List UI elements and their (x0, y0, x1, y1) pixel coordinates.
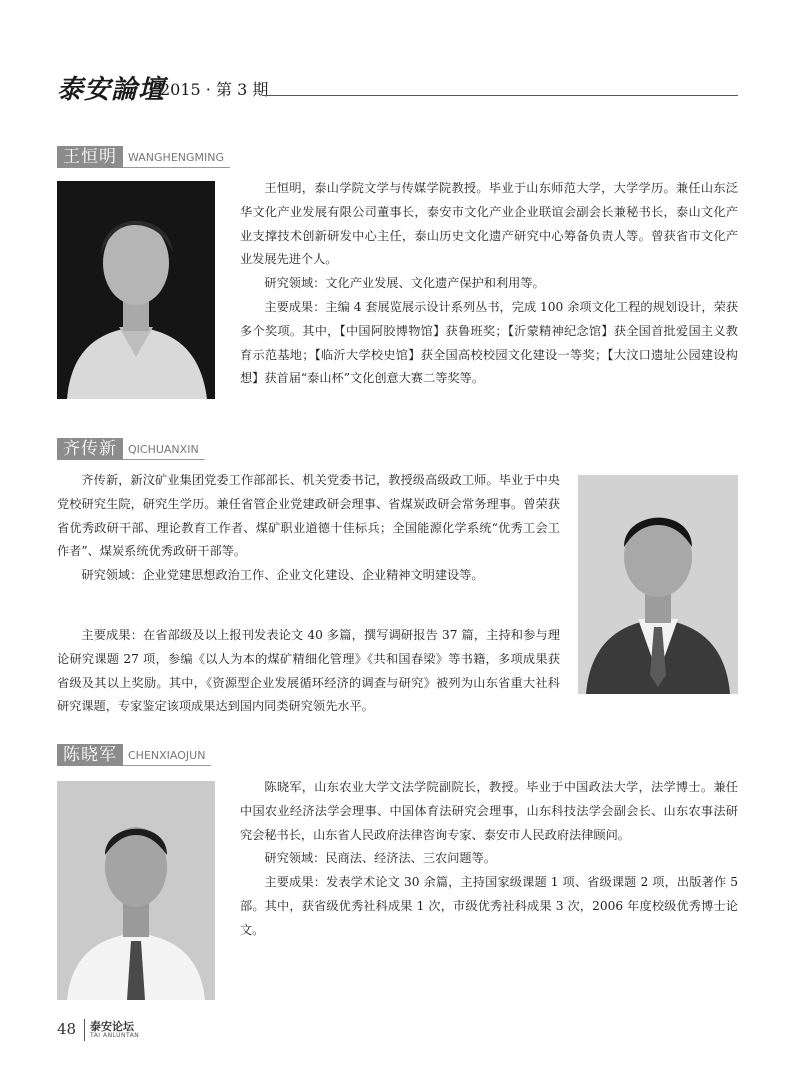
profile-bio-wang (240, 177, 738, 391)
footer-magazine-pinyin: TAI ANLUNTAN (90, 1032, 140, 1039)
footer-magazine-name: 泰安论坛 (90, 1020, 134, 1033)
magazine-title: 泰安論壇 (57, 75, 166, 105)
issue-label: 2015 · 第 3 期 (160, 80, 269, 99)
main-achievements: 主要成果：主编 4 套展览展示设计系列丛书，完成 100 余项文化工程的规划设计，荣获多个奖项。其中，【中国阿胶博物馆】获鲁班奖；【沂蒙精神纪念馆】获全国首批爱国主义教育示范基地；【临沂大学校史馆】获全国高校校园文化建设一等奖；【大汶口遗址公园建设构想】获首届“泰山杯”文化创意大赛二等奖等。 (240, 299, 738, 386)
profile-name: 齐传新 (57, 438, 123, 460)
profile-name: 陈晓军 (57, 744, 123, 766)
profile-achievements-qi (57, 624, 738, 719)
profile-bio-qi (57, 469, 560, 588)
profile-bio-chen (240, 776, 738, 943)
header-rule (262, 95, 738, 96)
portrait-photo-wang (57, 181, 215, 399)
research-field: 研究领域：民商法、经济法、三农问题等。 (264, 851, 496, 866)
page-number: 48 (57, 1020, 77, 1038)
bio-paragraph: 齐传新，新汶矿业集团党委工作部部长、机关党委书记，教授级高级政工师。毕业于中央党校研究生院，研究生学历。兼任省管企业党建政研会理事、省煤炭政研会常务理事。曾荣获省优秀政研干部、理论教育工作者、煤矿职业道德十佳标兵；全国能源化学系统“优秀工会工作者”、煤炭系统优秀政研干部等。 (57, 473, 560, 559)
bio-paragraph: 王恒明，泰山学院文学与传媒学院教授。毕业于山东师范大学，大学学历。兼任山东泛华文化产业发展有限公司董事长，泰安市文化产业企业联谊会副会长兼秘书长，泰山文化产业支撑技术创新研发中心主任，泰山历史文化遗产研究中心筹备负责人等。曾获省市文化产业发展先进个人。 (240, 181, 738, 267)
bio-paragraph: 陈晓军，山东农业大学文法学院副院长，教授。毕业于中国政法大学，法学博士。兼任中国农业经济法学会理事、中国体育法研究会理事，山东科技法学会副会长、山东农事法研究会秘书长，山东省人民政府法律咨询专家、泰安市人民政府法律顾问。 (240, 780, 738, 842)
profile-name: 王恒明 (57, 146, 123, 168)
main-achievements: 主要成果：在省部级及以上报刊发表论文 40 多篇，撰写调研报告 37 篇，主持和参与理论研究课题 27 项，参编《以人为本的煤矿精细化管理》《共和国春梁》等书籍，多项成果获省级及其以上奖励。其中，《资源型企业发展循环经济的调查与研究》被列为山东省重大社科研究课题，专家鉴定该项成果达到国内同类研究领先水平。 (57, 628, 560, 714)
profile-pinyin: CHENXIAOJUN (123, 744, 211, 766)
main-achievements: 主要成果：发表学术论文 30 余篇，主持国家级课题 1 项、省级课题 2 项，出版著作 5 部。其中，获省级优秀社科成果 1 次，市级优秀社科成果 3 次，2006 年度校级优秀博士论文。 (240, 875, 738, 937)
portrait-photo-chen (57, 781, 215, 1000)
name-tag-chen (57, 744, 211, 766)
profile-pinyin: QICHUANXIN (123, 438, 205, 460)
footer-separator (84, 1019, 85, 1041)
research-field: 研究领域：文化产业发展、文化遗产保护和利用等。 (264, 276, 545, 291)
profile-pinyin: WANGHENGMING (123, 146, 230, 168)
research-field: 研究领域：企业党建思想政治工作、企业文化建设、企业精神文明建设等。 (81, 568, 484, 583)
name-tag-wang (57, 146, 230, 168)
name-tag-qi (57, 438, 205, 460)
